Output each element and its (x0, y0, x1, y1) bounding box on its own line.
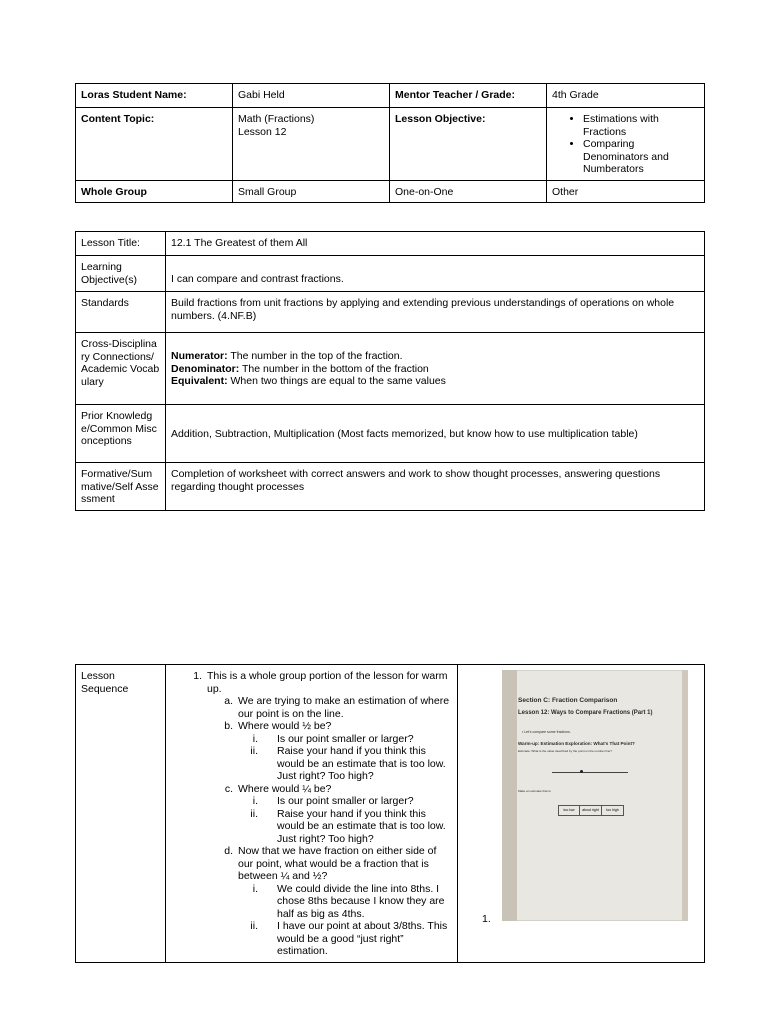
learning-objective-label: Learning Objective(s) (76, 256, 166, 292)
formative-value: Completion of worksheet with correct answers and work to show thought processes, answering questions regarding thought processes (166, 463, 705, 511)
step-1c-ii: ii. Raise your hand if you think this would be an estimate that is too low. Just right? Too high? (250, 807, 446, 845)
lesson-sequence-label: Lesson Sequence (76, 665, 166, 963)
vocabulary-cell (166, 333, 705, 405)
step-1: 1. This is a whole group portion of the lesson for warm up. (193, 670, 448, 695)
student-name-label: Loras Student Name: (76, 84, 233, 108)
step-1c-i: i. Is our point smaller or larger? (252, 795, 414, 807)
worksheet-photo (502, 670, 688, 921)
step-1d-ii: ii. I have our point at about 3/8ths. This would be a good “just right” estimation. (250, 920, 448, 957)
step-1d-i: i. We could divide the line into 8ths. I chose 8ths because I know they are half as big as 4ths. (252, 882, 445, 920)
topic-line-1: Math (Fractions) (238, 113, 315, 125)
step-1c: c. Where would ¼ be? (224, 782, 332, 795)
prior-knowledge-value: Addition, Subtraction, Multiplication (Most facts memorized, but know how to use multiplication table) (166, 405, 705, 463)
lesson-title-label: Lesson Title: (76, 232, 166, 256)
standards-label: Standards (76, 292, 166, 333)
lesson-table (75, 231, 705, 511)
content-topic-value (233, 108, 390, 181)
objective-item: • Estimations with Fractions (583, 113, 699, 138)
one-on-one-cell: One-on-One (390, 180, 547, 203)
objective-list (552, 113, 699, 176)
topic-line-2: Lesson 12 (238, 125, 287, 138)
lesson-objective-label: Lesson Objective: (390, 108, 547, 181)
step-1b-i: i. Is our point smaller or larger? (252, 732, 414, 745)
worksheet-section-title: Section C: Fraction Comparison (518, 697, 618, 704)
image-caption: 1. (482, 913, 491, 925)
vocab-equivalent: Equivalent: When two things are equal to the same values (171, 375, 446, 387)
vocab-denominator: Denominator: The number in the bottom of the fraction (171, 362, 429, 375)
formative-label: Formative/Summative/Self Assessment (76, 463, 166, 511)
other-cell: Other (547, 180, 705, 203)
learning-objective-value: I can compare and contrast fractions. (166, 256, 705, 292)
lesson-title-value: 12.1 The Greatest of them All (166, 232, 705, 256)
standards-value: Build fractions from unit fractions by applying and extending previous understandings of operations on whole numbers. (4.NF.B) (166, 292, 705, 333)
objective-item: • Comparing Denominators and Numberators (583, 138, 699, 176)
mentor-teacher-value: 4th Grade (547, 84, 705, 108)
content-topic-label: Content Topic: (76, 108, 233, 181)
sequence-steps (166, 665, 458, 963)
step-1b: b. Where would ½ be? (224, 720, 332, 732)
prior-knowledge-label: Prior Knowledge/Common Misconceptions (76, 405, 166, 463)
worksheet-warmup: Warm-up: Estimation Exploration: What's That Point? (518, 741, 635, 746)
worksheet-lesson-title: Lesson 12: Ways to Compare Fractions (Part 1) (518, 710, 653, 716)
about-right-box: about right (579, 805, 602, 816)
lesson-objective-value (547, 108, 705, 181)
number-line (552, 772, 628, 773)
whole-group-cell: Whole Group (76, 180, 233, 203)
step-1a: a. We are trying to make an estimation of where our point is on the line. (224, 695, 450, 720)
step-1d: d. Now that we have fraction on either side of our point, what would be a fraction that is between ¼ and ½? (224, 845, 437, 882)
too-low-box: too low (558, 805, 580, 816)
vocab-numerator: Numerator: The number in the top of the fraction. (171, 350, 403, 362)
worksheet-prompt: Estimate: What is the value described by the point on the number line? (518, 749, 612, 753)
photo-background-edge (502, 670, 517, 921)
mentor-teacher-label: Mentor Teacher / Grade: (390, 84, 547, 108)
header-table (75, 83, 705, 203)
student-name-value: Gabi Held (233, 84, 390, 108)
too-high-box: too high (601, 805, 624, 816)
number-line-point (580, 770, 583, 773)
worksheet-answer-prompt: Make an estimate that is: (518, 789, 552, 793)
small-group-cell: Small Group (233, 180, 390, 203)
step-1b-ii: ii. Raise your hand if you think this would be an estimate that is too low. Just right? Too high? (250, 745, 446, 782)
cross-disciplinary-label: Cross-Disciplinary Connections/Academic Vocabulary (76, 333, 166, 405)
worksheet-bullet: • Let's compare some fractions. (522, 730, 571, 734)
photo-background-edge-right (682, 670, 688, 921)
